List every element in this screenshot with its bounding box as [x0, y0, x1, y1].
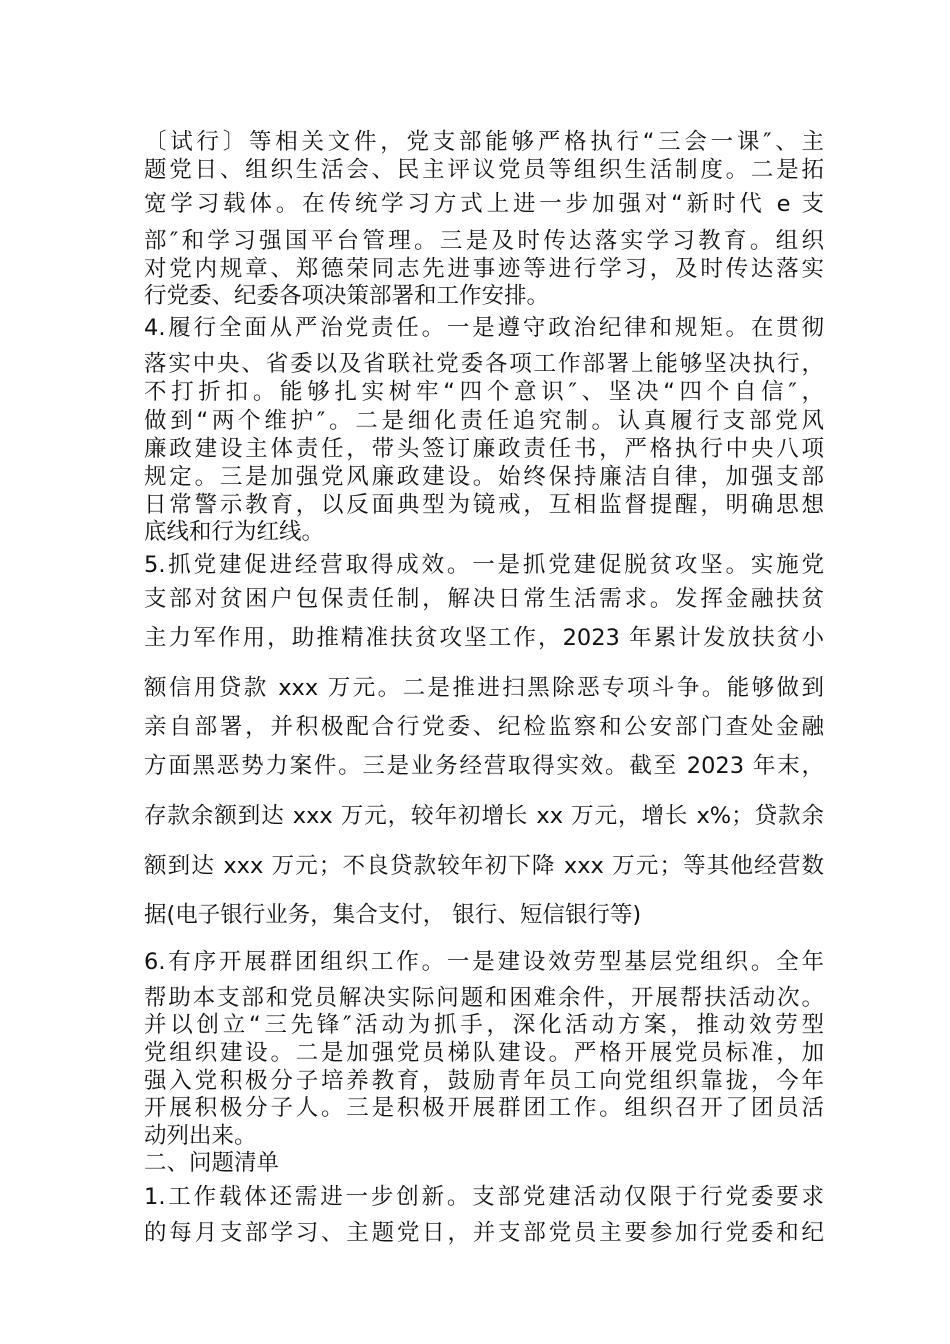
text-line: 主力军作用，助推精准扶贫攻坚工作，2023 年累计发放扶贫小	[144, 625, 824, 651]
text-line: 方面黑恶势力案件。三是业务经营取得实效。截至 2023 年末，	[144, 753, 824, 779]
text-line: 党组织建设。二是加强党员梯队建设。严格开展党员标准，加	[144, 1040, 824, 1066]
text-line: 据(电子银行业务，集合支付， 银行、短信银行等)	[144, 902, 642, 928]
text-line: 做到“两个维护″。二是细化责任追究制。认真履行支部党风	[144, 408, 824, 434]
text-line: 〔试行〕等相关文件，党支部能够严格执行“三会一课″、主	[144, 129, 824, 155]
text-line: 廉政建设主体责任，带头签订廉政责任书，严格执行中央八项	[144, 436, 824, 462]
text-line: 宽学习载体。在传统学习方式上进一步加强对“新时代 e 支	[144, 191, 824, 217]
text-line: 开展积极分子人。三是积极开展群团工作。组织召开了团员活	[144, 1095, 824, 1121]
text-line: 行党委、纪委各项决策部署和工作安排。	[144, 283, 550, 309]
text-line: 日常警示教育，以反面典型为镜戒，互相监督提醒，明确思想	[144, 492, 824, 518]
text-line: 规定。三是加强党风廉政建设。始终保持廉洁自律，加强支部	[144, 464, 824, 490]
text-line: 动列出来。	[144, 1123, 257, 1149]
text-line: 帮助本支部和党员解决实际问题和困难余件，开展帮扶活动次。	[144, 985, 824, 1011]
text-line: 并以创立“三先锋″活动为抓手，深化活动方案，推动效劳型	[144, 1012, 824, 1038]
text-line: 底线和行为红线。	[144, 519, 325, 545]
section-heading-4: 4.履行全面从严治党责任。一是遵守政治纪律和规矩。在贯彻	[144, 315, 824, 341]
text-line: 题党日、组织生活会、民主评议党员等组织生活制度。二是拓	[144, 157, 824, 183]
text-line: 支部对贫困户包保责任制，解决日常生活需求。发挥金融扶贫	[144, 586, 824, 612]
text-line: 对党内规章、郑德荣同志先进事迹等进行学习，及时传达落实	[144, 256, 824, 282]
text-line: 不打折扣。能够扎实树牢“四个意识″、坚决“四个自信″，	[144, 379, 824, 405]
text-line: 落实中央、省委以及省联社党委各项工作部署上能够坚决执行，	[144, 351, 824, 377]
text-line: 额到达 xxx 万元；不良贷款较年初下降 xxx 万元；等其他经营数	[144, 853, 824, 879]
text-line: 的每月支部学习、主题党日，并支部党员主要参加行党委和纪	[144, 1220, 824, 1246]
section-heading-5: 5.抓党建促进经营取得成效。一是抓党建促脱贫攻坚。实施党	[144, 552, 824, 578]
text-line: 存款余额到达 xxx 万元，较年初增长 xx 万元，增长 x%；贷款余	[144, 803, 824, 829]
section-heading-6: 6.有序开展群团组织工作。一是建设效劳型基层党组织。全年	[144, 949, 824, 975]
section-heading-problems: 二、问题清单	[144, 1150, 280, 1176]
text-line: 部″和学习强国平台管理。三是及时传达落实学习教育。组织	[144, 228, 824, 254]
problem-item-1: 1.工作载体还需进一步创新。支部党建活动仅限于行党委要求	[144, 1184, 824, 1210]
text-line: 亲自部署，并积极配合行党委、纪检监察和公安部门查处金融	[144, 714, 824, 740]
text-line: 强入党积极分子培养教育，鼓励青年员工向党组织靠拢，今年	[144, 1068, 824, 1094]
text-line: 额信用贷款 xxx 万元。二是推进扫黑除恶专项斗争。能够做到	[144, 675, 824, 701]
